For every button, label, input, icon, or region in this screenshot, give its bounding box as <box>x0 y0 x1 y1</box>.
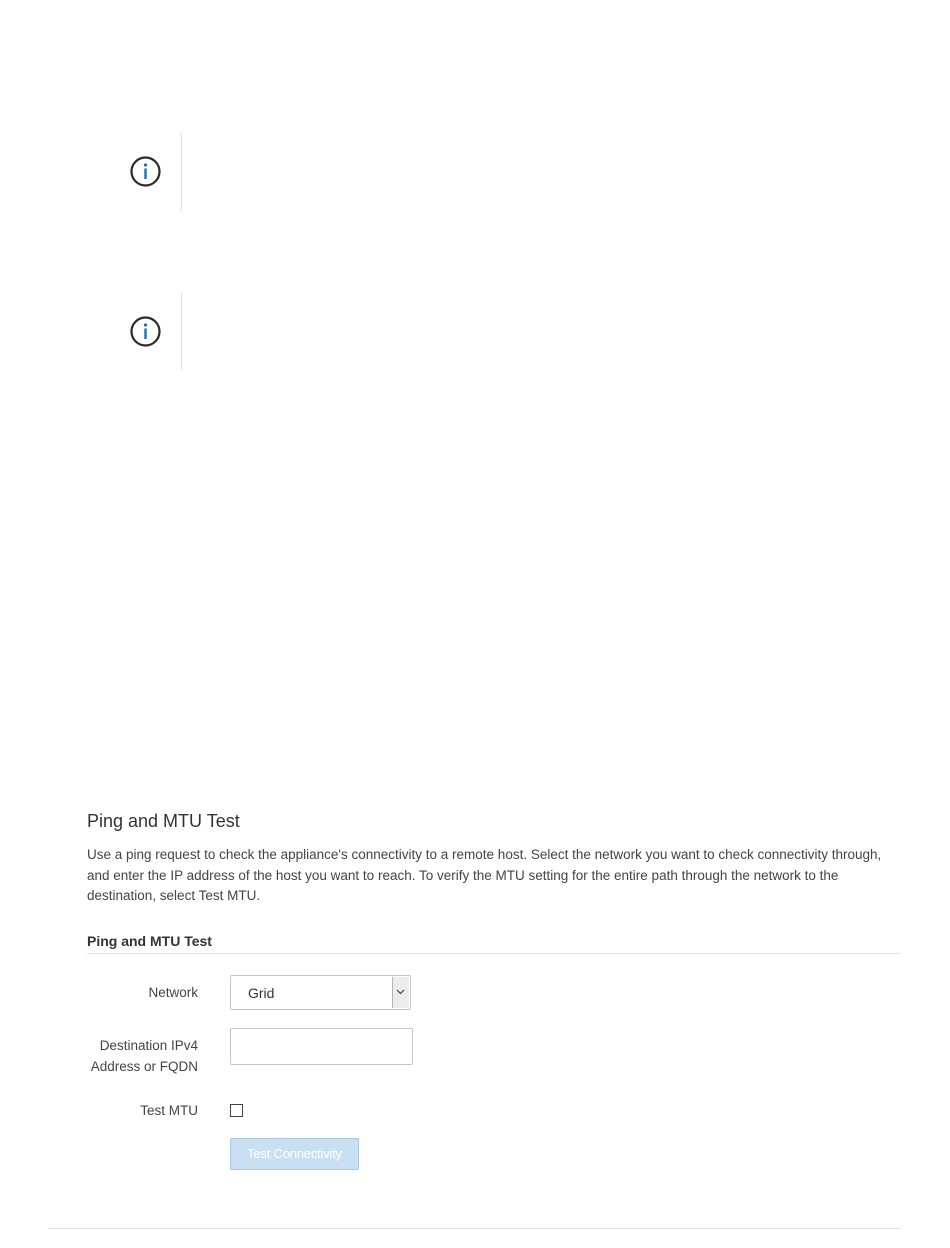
test-mtu-checkbox[interactable] <box>230 1104 243 1117</box>
form-heading: Ping and MTU Test <box>87 933 212 949</box>
note-divider <box>181 292 182 370</box>
network-label: Network <box>148 985 198 1000</box>
info-icon <box>129 155 162 188</box>
destination-label: Destination IPv4 Address or FQDN <box>90 1038 198 1074</box>
footer-divider <box>48 1228 901 1229</box>
page-title: Ping and MTU Test <box>87 811 240 831</box>
network-select-value: Grid <box>248 985 275 1001</box>
form-heading-divider <box>87 953 901 954</box>
info-icon <box>129 315 162 348</box>
section-description: Use a ping request to check the appliance's connectivity to a remote host. Select the network you want to check connectivity through, and enter the IP address of the host you want to reach. To verify the MTU setting for the entire path through the network to the destination, select Test MTU. <box>87 847 882 903</box>
chevron-down-icon[interactable] <box>392 977 409 1008</box>
test-mtu-label: Test MTU <box>140 1103 198 1118</box>
network-select[interactable] <box>230 975 411 1010</box>
test-connectivity-button[interactable]: Test Connectivity <box>230 1138 359 1170</box>
destination-input[interactable] <box>230 1028 413 1065</box>
note-divider <box>181 133 182 211</box>
